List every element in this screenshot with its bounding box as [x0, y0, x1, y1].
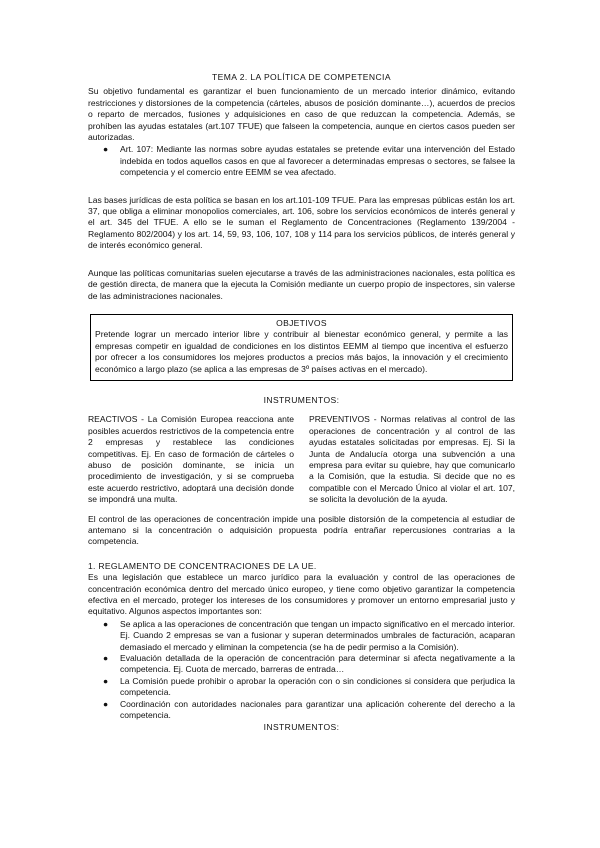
- bullet-icon: ●: [103, 618, 109, 629]
- page-title: TEMA 2. LA POLÍTICA DE COMPETENCIA: [212, 72, 391, 82]
- bullet-text: Art. 107: Mediante las normas sobre ayudas estatales se pretende evitar una intervención del Estado indebida en todos aquellos casos en que al favorecer a determinadas empresas o sectores, se falsee la competencia y el comercio entre EEMM se vea afectado.: [120, 144, 515, 178]
- instruments-columns: [88, 414, 515, 505]
- instruments-heading-2: INSTRUMENTOS:: [263, 721, 340, 732]
- document-body: [88, 72, 515, 733]
- execution-paragraph: Aunque las políticas comunitarias suelen ejecutarse a través de las administraciones nacionales, esta política es de gestión directa, de manera que la ejecuta la Comisión mediante un cuerpo propio de inspectores, sin valerse de las administraciones nacionales.: [88, 267, 515, 301]
- section-bullet-list: [88, 619, 515, 722]
- intro-paragraph: Su objetivo fundamental es garantizar el buen funcionamiento de un mercado interior dinámico, evitando restricciones y distorsiones de la competencia (cárteles, abusos de posición dominante…), acuerdos de precios o reparto de mercados, fusiones y adquisiciones en caso de que reduzcan la competencia. Además, se prohíben las ayudas estatales (art.107 TFUE) que falseen la competencia, aunque en ciertos casos pueden ser autorizadas.: [88, 86, 515, 143]
- bullet-icon: ●: [103, 144, 109, 155]
- legal-bases-paragraph: Las bases jurídicas de esta política se basan en los art.101-109 TFUE. Para las empresas públicas están los art. 37, que obliga a eliminar monopolios comerciales, art. 106, sobre los servicios económicos de interés general y el art. 345 del TFUE. A ello se le suman el Reglamento de Concentraciones (Reglamento 139/2004 - Reglamento 802/2004) y los art. 14, 59, 93, 106, 107, 108 y 114 para los servicios públicos, de interés general y de interés económico general.: [88, 194, 515, 251]
- section-paragraph: Es una legislación que establece un marco jurídico para la evaluación y control de las operaciones de concentración económica dentro del mercado único europeo, y tiene como objetivo garantizar la competencia efectiva en el mercado, proteger los intereses de los consumidores y promover un entorno empresarial justo y equitativo. Algunos aspectos importantes son:: [88, 572, 515, 617]
- list-item: [88, 619, 515, 653]
- bullet-text: La Comisión puede prohibir o aprobar la operación con o sin condiciones si considera que perjudica la competencia.: [120, 675, 515, 698]
- reactive-instruments: REACTIVOS - La Comisión Europea reacciona ante posibles acuerdos restrictivos de la competencia entre 2 empresas y restablece las condiciones competitivas. Ej. En caso de formación de cárteles o abuso de posición dominante, se inicia un procedimiento de investigación, y si se comprueba este acuerdo restrictivo, adoptará una decisión donde se impondrá una multa.: [88, 414, 294, 505]
- objectives-box: [90, 314, 513, 381]
- instruments-heading: INSTRUMENTOS:: [263, 394, 340, 405]
- objectives-text: Pretende lograr un mercado interior libre y contribuir al bienestar económico general, y permite a las empresas competir en igualdad de condiciones en los distintos EEMM al tiempo que incentiva el esfuerzo por ofrecer a los consumidores los mejores productos a precios más bajos, la innovación y el crecimiento económico a largo plazo (se aplica a las empresas de 3º países activas en el mercado).: [95, 329, 508, 374]
- preventive-instruments: PREVENTIVOS - Normas relativas al control de las operaciones de concentración y al control de las ayudas estatales solicitadas por empresas. Ej. Si la Junta de Andalucía otorga una subvención a una empresa para evitar su quiebre, hay que comunicarlo a la Comisión, que la estudia. Si decide que no es compatible con el Mercado Único al violar el art. 107, se solicita la devolución de la ayuda.: [309, 414, 515, 505]
- bullet-text: Evaluación detallada de la operación de concentración para determinar si afecta negativamente a la competencia. Ej. Cuota de mercado, barreras de entrada…: [120, 653, 515, 675]
- bullet-icon: ●: [103, 653, 109, 664]
- list-item: [88, 699, 515, 722]
- bullet-icon: ●: [103, 698, 109, 709]
- list-item: [88, 676, 515, 699]
- concentration-control-paragraph: El control de las operaciones de concentración impide una posible distorsión de la competencia al estudiar de antemano si la concentración o adquisición propuesta podría entrañar repercusiones contrarias a la competencia.: [88, 513, 515, 547]
- list-item: [88, 653, 515, 676]
- list-item: [88, 144, 515, 178]
- bullet-text: Coordinación con autoridades nacionales para garantizar una aplicación coherente del derecho a la competencia.: [120, 698, 515, 721]
- bullet-text: Se aplica a las operaciones de concentración que tengan un impacto significativo en el mercado interior. Ej. Cuando 2 empresas se van a fusionar y superan determinados umbrales de facturación, acaparan demasiado el mercado y eliminan la competencia (se ha de pedir permiso a la Comisión).: [120, 618, 515, 652]
- bullet-icon: ●: [103, 675, 109, 686]
- objectives-heading: OBJETIVOS: [276, 317, 327, 328]
- intro-bullet-list: [88, 144, 515, 178]
- section-heading: 1. REGLAMENTO DE CONCENTRACIONES DE LA UE.: [88, 560, 317, 571]
